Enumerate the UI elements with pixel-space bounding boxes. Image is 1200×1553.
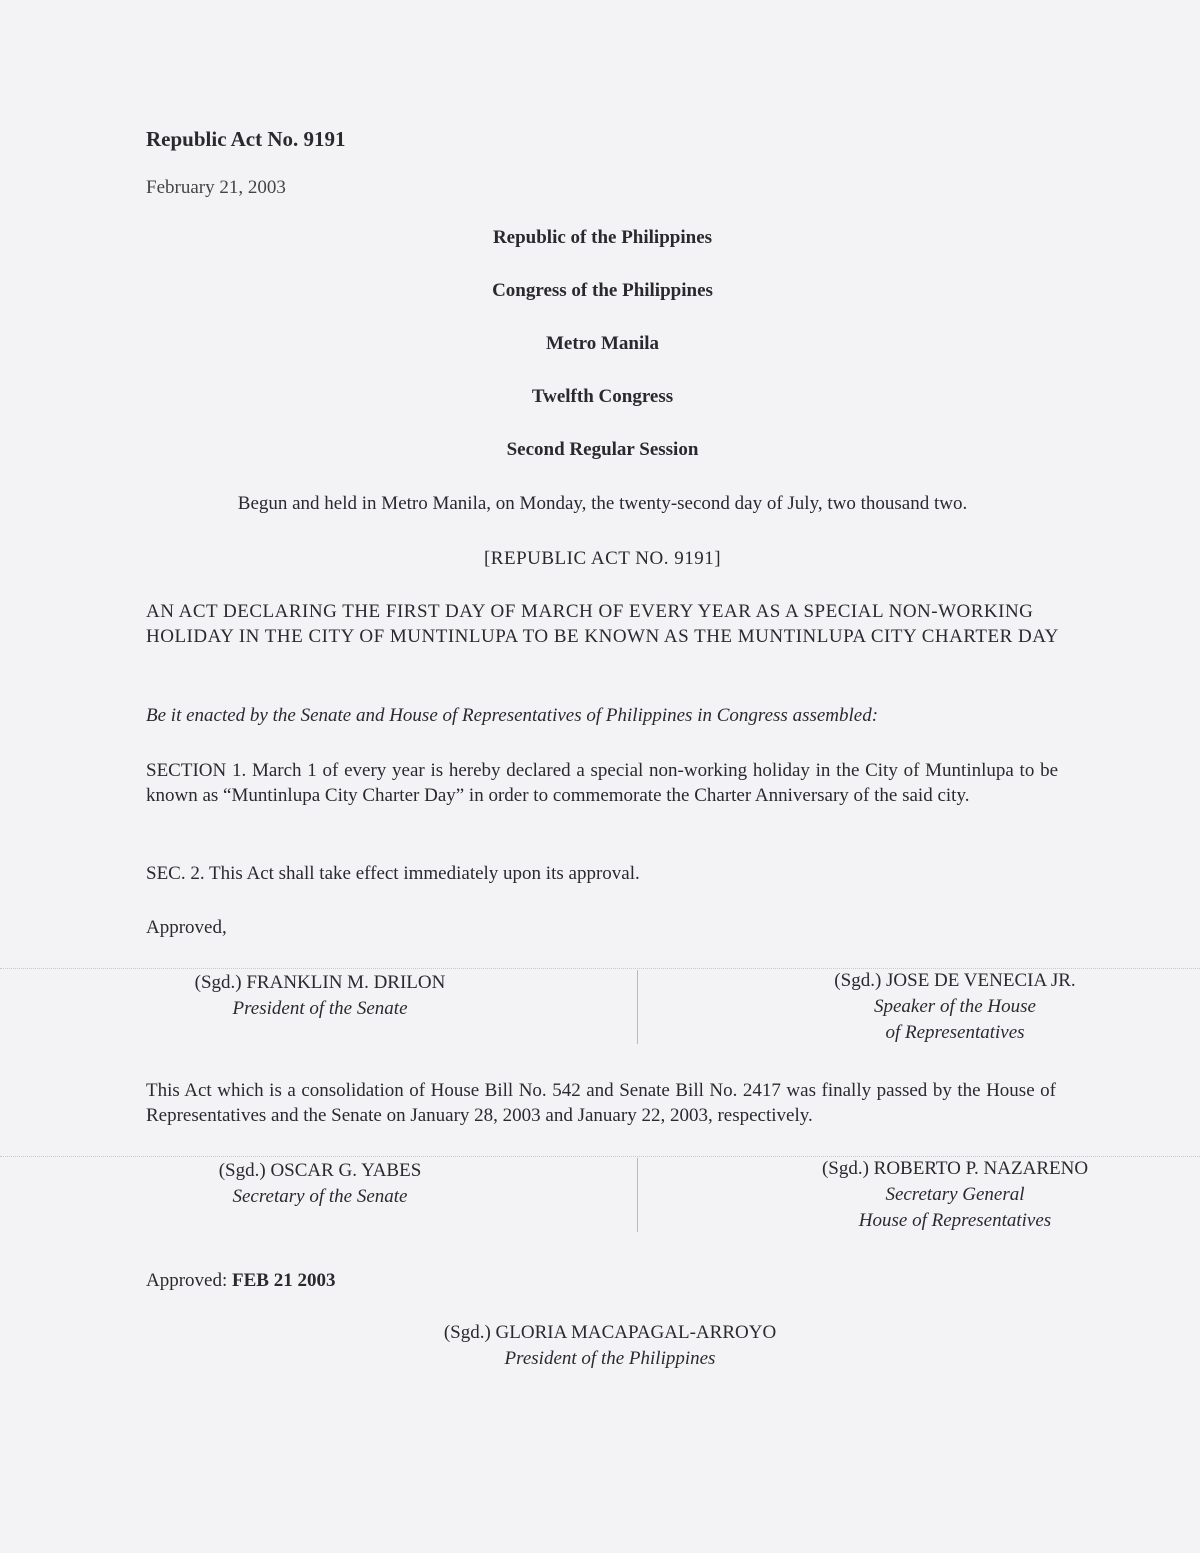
signatory-title-line-2: House of Representatives (858, 1210, 1052, 1231)
final-approval-date: FEB 21 2003 (232, 1270, 336, 1291)
signatory-house-secretary-general (785, 1156, 1125, 1234)
heading-congress-number: Twelfth Congress (531, 386, 674, 407)
heading-republic: Republic of the Philippines (492, 227, 713, 248)
enacting-clause: Be it enacted by the Senate and House of Representatives of Philippines in Congress assembled: (146, 705, 879, 726)
final-approval (146, 1268, 335, 1293)
signatory-title-line-2: of Representatives (885, 1022, 1025, 1043)
signatory-president (380, 1320, 840, 1372)
column-separator-1 (637, 970, 638, 1044)
signatory-name: (Sgd.) GLORIA MACAPAGAL-ARROYO (443, 1322, 777, 1343)
consolidation-note: This Act which is a consolidation of House Bill No. 542 and Senate Bill No. 2417 was finally passed by the House of Representatives and the Senate on January 28, 2003 and January 22, 2003, respectively. (146, 1080, 1056, 1126)
signatory-name: (Sgd.) OSCAR G. YABES (218, 1160, 422, 1181)
signatory-title: President of the Philippines (504, 1348, 716, 1369)
signatory-title-line-1: Secretary General (885, 1184, 1025, 1205)
approved-label: Approved, (146, 917, 227, 938)
column-separator-2 (637, 1158, 638, 1232)
signatory-house-speaker (790, 968, 1120, 1046)
act-number: Republic Act No. 9191 (146, 127, 346, 151)
signatory-name: (Sgd.) ROBERTO P. NAZARENO (821, 1158, 1089, 1179)
signatory-name: (Sgd.) JOSE DE VENECIA JR. (834, 970, 1076, 991)
act-title: AN ACT DECLARING THE FIRST DAY OF MARCH OF EVERY YEAR AS A SPECIAL NON-WORKING HOLIDAY IN THE CITY OF MUNTINLUPA TO BE KNOWN AS THE MUNTINLUPA CITY CHARTER DAY (146, 601, 1059, 647)
signatory-senate-president (150, 970, 490, 1022)
section-1: SECTION 1. March 1 of every year is hereby declared a special non-working holiday in the City of Muntinlupa to be known as “Muntinlupa City Charter Day” in order to commemorate the Charter Anniversary of the said city. (146, 760, 1058, 806)
heading-congress: Congress of the Philippines (492, 280, 713, 301)
signatory-senate-secretary (150, 1158, 490, 1210)
begun-line: Begun and held in Metro Manila, on Monday, the twenty-second day of July, two thousand two. (237, 493, 968, 514)
section-2: SEC. 2. This Act shall take effect immediately upon its approval. (146, 863, 640, 884)
final-approval-label: Approved: (146, 1270, 233, 1291)
act-date: February 21, 2003 (146, 177, 286, 198)
act-reference: [REPUBLIC ACT NO. 9191] (483, 548, 722, 569)
signatory-title: Secretary of the Senate (232, 1186, 408, 1207)
signatory-name: (Sgd.) FRANKLIN M. DRILON (194, 972, 446, 993)
heading-location: Metro Manila (545, 333, 660, 354)
heading-session: Second Regular Session (506, 439, 699, 460)
signatory-title-line-1: Speaker of the House (874, 996, 1036, 1017)
signatory-title: President of the Senate (232, 998, 408, 1019)
